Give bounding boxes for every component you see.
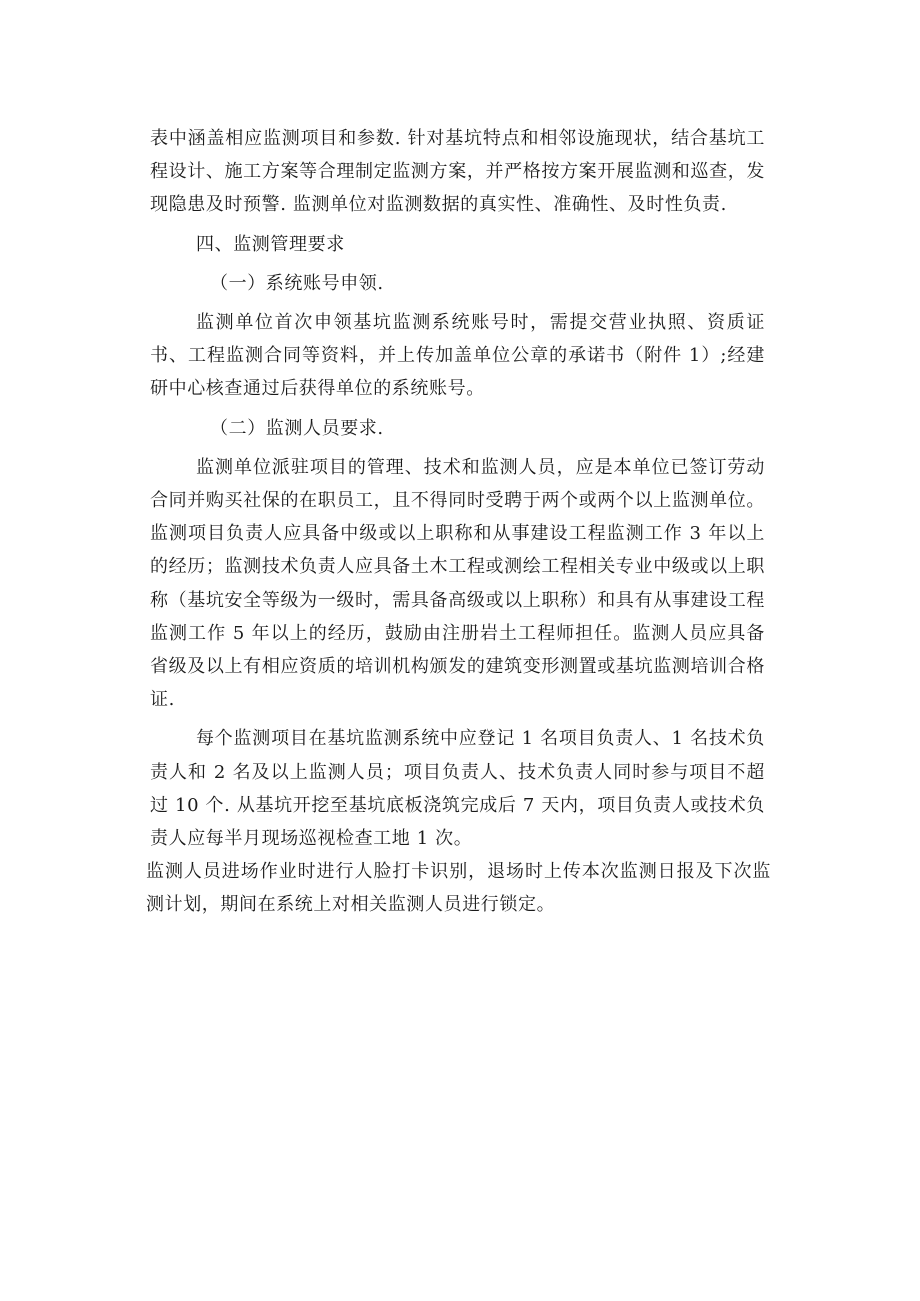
subheading-personnel-requirements: （二）监测人员要求. bbox=[210, 417, 384, 439]
paragraph-personnel-qualifications: 监测单位派驻项目的管理、技术和监测人员，应是本单位已签订劳动合同并购买社保的在职员工，且不得同时受聘于两个或两个以上监测单位。监测项目负责人应具备中级或以上职称和从事建设工程监测工作 3 年以上的经历；监测技术负责人应具备土木工程或测绘工程相关专业中级或以上职称（基坑安全等级为一级时，需具备高级或以上职称）和具有从事建设工程监测工作 5 年以上的经历，鼓励由注册岩土工程师担任。监测人员应具备省级及以上有相应资质的培训机构颁发的建筑变形测置或基坑监测培训合格证. bbox=[150, 456, 765, 711]
paragraph-account-application: 监测单位首次申领基坑监测系统账号时，需提交营业执照、资质证书、工程监测合同等资料，并上传加盖单位公章的承诺书（附件 1）;经建研中心核查通过后获得单位的系统账号。 bbox=[150, 312, 765, 400]
document-body bbox=[146, 122, 771, 922]
paragraph-project-staffing: 每个监测项目在基坑监测系统中应登记 1 名项目负责人、1 名技术负责人和 2 名及以上监测人员；项目负责人、技术负责人同时参与项目不超过 10 个. 从基坑开挖至基坑底板浇筑完成后 7 天内，项目负责人或技术负责人应每半月现场巡视检查工地 1 次。 bbox=[150, 728, 765, 850]
paragraph-site-attendance: 监测人员进场作业时进行人脸打卡识别，退场时上传本次监测日报及下次监测计划，期间在系统上对相关监测人员进行锁定。 bbox=[146, 861, 771, 916]
paragraph-monitoring-scheme: 表中涵盖相应监测项目和参数. 针对基坑特点和相邻设施现状，结合基坑工程设计、施工方案等合理制定监测方案，并严格按方案开展监测和巡查，发现隐患及时预警. 监测单位对监测数据的真实性、准确性、及时性负责. bbox=[150, 128, 765, 216]
subheading-system-account: （一）系统账号申领. bbox=[210, 272, 384, 294]
section-heading-monitoring-management: 四、监测管理要求 bbox=[196, 233, 345, 255]
